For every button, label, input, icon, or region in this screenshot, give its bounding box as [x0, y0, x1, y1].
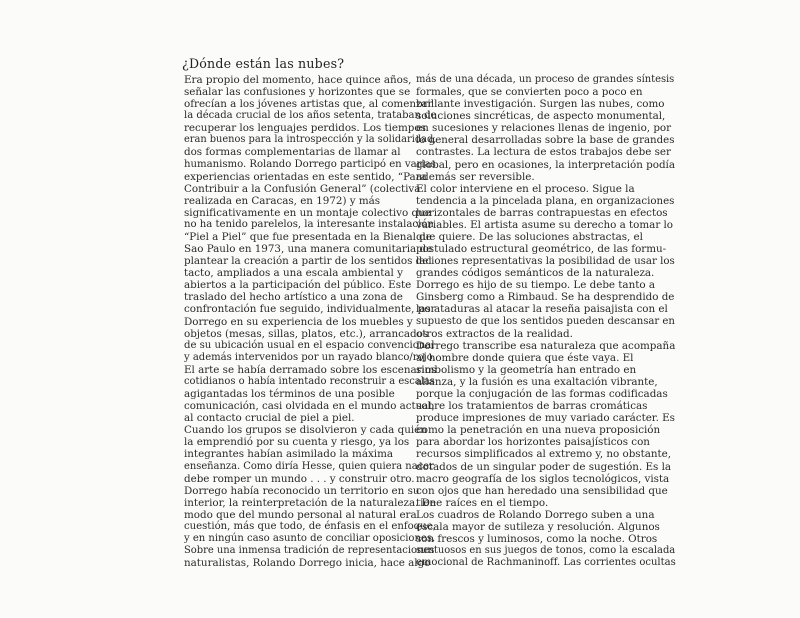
text-line: Dorrego había reconocido un territorio en su [184, 484, 420, 497]
text-line: además ser reversible. [416, 170, 535, 183]
text-line: plantear la creación a partir de los sentidos del [184, 255, 432, 268]
text-line: otros extractos de la realidad. [416, 327, 573, 340]
text-line: con ojos que han heredado una sensibilidad que [416, 484, 668, 497]
text-line: de su ubicación usual en el espacio convencional [184, 339, 435, 351]
text-line: son frescos y luminosos, como la noche. Otros [416, 532, 658, 545]
text-line: significativamente en un montaje colectivo que [184, 206, 431, 219]
left-text-column [184, 74, 436, 569]
right-text-column [416, 74, 676, 569]
text-line: supuesto de que los sentidos pueden descansar en [416, 315, 675, 327]
text-line: simbolismo y la geometría han entrado en [416, 363, 637, 376]
text-line: señalar las confusiones y horizontes que se [184, 86, 411, 99]
text-line: integrantes habían asimilado la máxima [184, 448, 393, 461]
text-line: suntuosos en sus juegos de tonos, como la escalada [416, 545, 676, 557]
text-line: escala mayor de sutileza y resolución. Algunos [416, 520, 660, 533]
text-line: más de una década, un proceso de grandes síntesis [416, 74, 675, 85]
text-line: alianza, y la fusión es una exaltación vibrante, [416, 375, 658, 388]
text-line: tacto, ampliados a una escala ambiental y [184, 267, 403, 280]
text-line: y además intervenidos por un rayado blanco/rojo. [184, 351, 436, 363]
text-line: Sobre una inmensa tradición de representaciones [184, 545, 435, 557]
text-line: produce impresiones de muy variado carácter. Es [416, 412, 675, 425]
text-line: naturalistas, Rolando Dorrego inicia, hace algo [184, 557, 431, 570]
text-line: la década crucial de los años setenta, trataban de [184, 110, 437, 122]
text-line: comunicación, casi olvidada en el mundo actual, [184, 400, 435, 413]
text-line: postulado estructural geométrico, de las formu- [416, 243, 667, 256]
text-line: global, pero en ocasiones, la interpretación podía [416, 158, 675, 171]
text-line: tiene raíces en el tiempo. [416, 496, 549, 509]
text-line: Dorrego transcribe esa naturaleza que acompaña [416, 339, 676, 352]
text-line: y en ningún caso asunto de conciliar oposiciones. [184, 532, 436, 544]
text-line: como la penetración en una nueva proposición [416, 424, 661, 437]
text-line: macro geografía de los siglos tecnológicos, vista [416, 472, 670, 485]
text-line: porque la conjugación de las formas codificadas [416, 388, 668, 401]
text-line: en sucesiones y relaciones llenas de ingenio, por [416, 122, 672, 135]
text-line: cuestión, más que todo, de énfasis en el enfoque, [184, 520, 436, 532]
text-line: recuperar los lenguajes perdidos. Los tiempos [184, 122, 426, 135]
text-line: agigantadas los términos de una posible [184, 388, 395, 401]
text-line: recursos simplificados al extremo y, no obstante, [416, 448, 672, 461]
text-line: las ataduras al atacar la reseña paisajista con el [416, 303, 668, 316]
text-line: humanismo. Rolando Dorrego participó en varias [184, 158, 436, 170]
text-line: Los cuadros de Rolando Dorrego suben a una [416, 508, 655, 521]
text-line: abiertos a la participación del público. Este [184, 279, 412, 292]
text-line: debe romper un mundo . . . y construir otro. [184, 472, 415, 485]
text-line: no ha tenido parelelos, la interesante instalación [184, 218, 434, 230]
text-line: dotados de un singular poder de sugestión. Es la [416, 460, 671, 473]
text-line: la emprendió por su cuenta y riesgo, ya los [184, 436, 410, 449]
text-line: sobre los tratamientos de barras cromáticas [416, 400, 648, 413]
text-line: Sao Paulo en 1973, una manera comunitaria de [184, 243, 433, 256]
text-line: laciones representativas la posibilidad de usar los [416, 255, 675, 268]
text-line: dos formas complementarias de llamar al [184, 146, 401, 159]
page-title: ¿Dónde están las nubes? [182, 56, 345, 71]
text-line: traslado del hecho artístico a una zona de [184, 291, 403, 304]
text-line: eran buenos para la introspección y la solidaridad, [184, 134, 437, 146]
text-line: contrastes. La lectura de estos trabajos debe ser [416, 146, 671, 159]
text-line: horizontales de barras contrapuestas en efectos [416, 206, 668, 219]
text-line: soluciones sincréticas, de aspecto monumental, [416, 110, 666, 123]
text-line: lo general desarrolladas sobre la base de grandes [416, 134, 675, 147]
text-line: El arte se había derramado sobre los escenarios [184, 363, 437, 376]
text-line: Dorrego en su experiencia de los muebles y [184, 315, 413, 328]
text-line: al hombre donde quiera que éste vaya. El [416, 351, 634, 364]
text-line: Dorrego es hijo de su tiempo. Le debe tanto a [416, 279, 655, 292]
text-line: tendencia a la pincelada plana, en organizaciones [416, 194, 675, 207]
text-line: “Piel a Piel” que fue presentada en la Bienal de [184, 231, 432, 244]
text-line: modo que del mundo personal al natural era [184, 508, 417, 521]
text-line: objetos (mesas, sillas, platos, etc.), arrancados [184, 327, 429, 340]
text-line: interior, la reinterpretación de la naturaleza. De [184, 496, 437, 509]
text-line: emocional de Rachmaninoff. Las corrientes ocultas [416, 557, 676, 569]
text-line: para abordar los horizontes paisajísticos con [416, 436, 650, 449]
text-line: formales, que se convierten poco a poco en [416, 86, 643, 99]
text-line: enseñanza. Como diría Hesse, quien quiera nacer [184, 460, 434, 472]
text-line: Cuando los grupos se disolvieron y cada quién [184, 424, 427, 437]
text-line: que quiere. De las soluciones abstractas, el [416, 231, 643, 244]
text-line: variables. El artista asume su derecho a tomar lo [416, 218, 674, 231]
text-line: ofrecían a los jóvenes artistas que, al comenzar [184, 98, 433, 111]
text-line: al contacto crucial de piel a piel. [184, 412, 355, 425]
text-line: Ginsberg como a Rimbaud. Se ha desprendido de [416, 291, 675, 304]
text-line: Era propio del momento, hace quince años, [184, 74, 412, 86]
text-line: brillante investigación. Surgen las nubes, como [416, 98, 665, 111]
text-line: realizada en Caracas, en 1972) y más [184, 194, 381, 207]
text-line: grandes códigos semánticos de la naturaleza. [416, 267, 655, 280]
text-line: El color interviene en el proceso. Sigue la [416, 182, 635, 195]
text-line: cotidianos o había intentado reconstruir a escalas [184, 375, 435, 387]
text-line: experiencias orientadas en este sentido, “Para [184, 170, 427, 183]
text-line: Contribuir a la Confusión General” (colectiva [184, 182, 421, 195]
text-line: confrontación fue seguido, individualmente, por [184, 303, 436, 316]
